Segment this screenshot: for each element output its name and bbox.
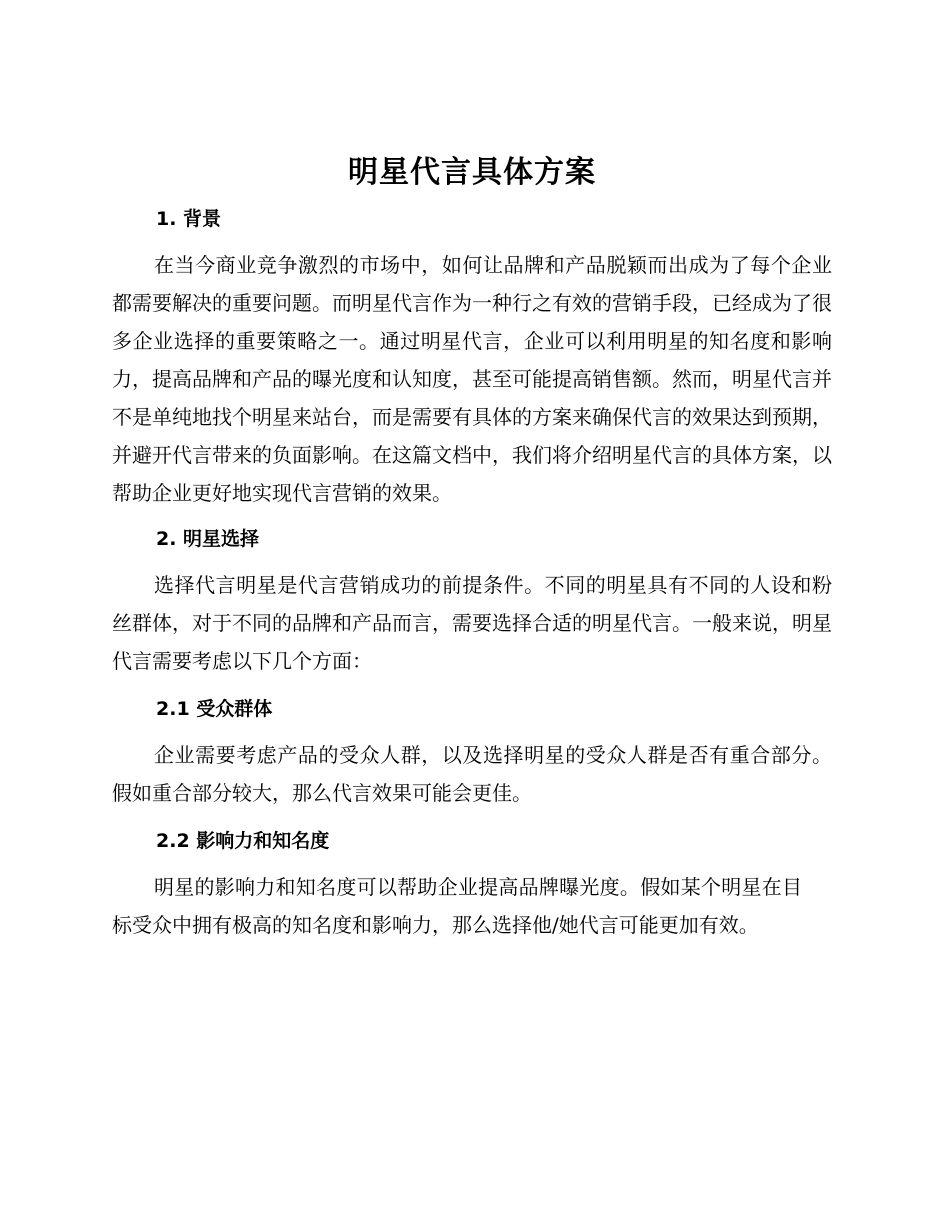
section-paragraph-background: 在当今商业竞争激烈的市场中，如何让品牌和产品脱颖而出成为了每个企业都需要解决的重要问题。而明星代言作为一种行之有效的营销手段，已经成为了很多企业选择的重要策略之一。通过明星代言，企业可以利用明星的知名度和影响力，提高品牌和产品的曝光度和认知度，甚至可能提高销售额。然而，明星代言并不是单纯地找个明星来站台，而是需要有具体的方案来确保代言的效果达到预期，并避开代言带来的负面影响。在这篇文档中，我们将介绍明星代言的具体方案，以帮助企业更好地实现代言营销的效果。 <box>112 253 832 505</box>
section-paragraph-star-selection: 选择代言明星是代言营销成功的前提条件。不同的明星具有不同的人设和粉丝群体，对于不同的品牌和产品而言，需要选择合适的明星代言。一般来说，明星代言需要考虑以下几个方面： <box>112 573 832 673</box>
document-title: 明星代言具体方案 <box>348 155 596 190</box>
section-paragraph-influence: 明星的影响力和知名度可以帮助企业提高品牌曝光度。假如某个明星在目标受众中拥有极高的知名度和影响力，那么选择他/她代言可能更加有效。 <box>112 875 802 937</box>
section-heading-star-selection: 2. 明星选择 <box>156 528 260 550</box>
section-heading-background: 1. 背景 <box>156 208 222 230</box>
section-heading-audience: 2.1 受众群体 <box>156 698 273 720</box>
document-page <box>112 148 832 944</box>
section-heading-influence: 2.2 影响力和知名度 <box>156 830 330 852</box>
section-paragraph-audience: 企业需要考虑产品的受众人群，以及选择明星的受众人群是否有重合部分。假如重合部分较大，那么代言效果可能会更佳。 <box>112 743 832 805</box>
